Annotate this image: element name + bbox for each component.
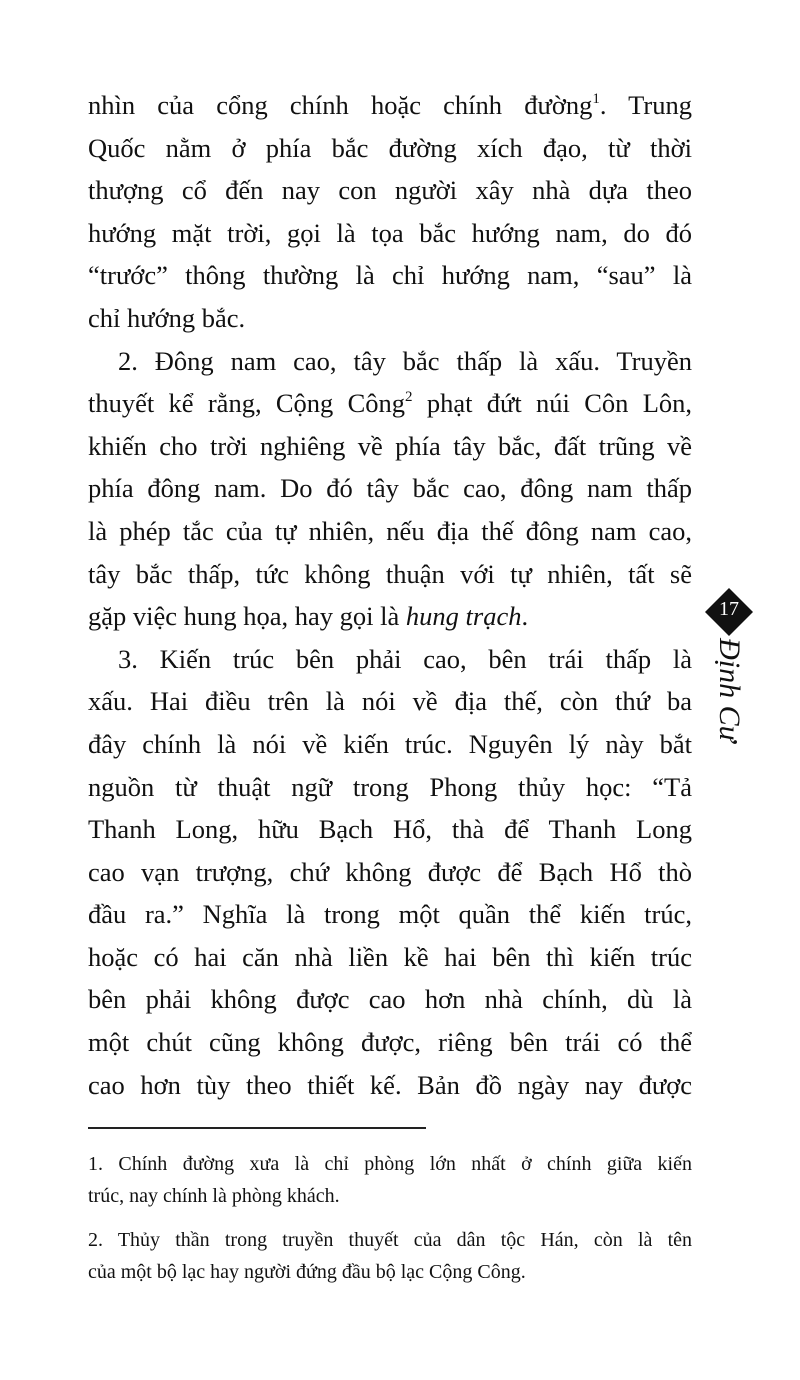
text-line	[88, 382, 692, 425]
text-line	[88, 1021, 692, 1064]
text-segment: nhìn của cổng chính hoặc chính đường	[88, 90, 593, 120]
text-line	[88, 297, 692, 340]
text-segment: xấu. Hai điều trên là nói về địa thế, còn thứ ba	[88, 686, 692, 717]
text-segment: .	[521, 601, 529, 632]
footnote-divider	[88, 1127, 426, 1129]
footnote-line: của một bộ lạc hay người đứng đầu bộ lạc Cộng Công.	[88, 1261, 526, 1283]
text-line	[88, 212, 692, 255]
text-line	[88, 978, 692, 1021]
text-line	[88, 425, 692, 468]
text-line	[88, 723, 692, 766]
text-line	[88, 680, 692, 723]
footnote-reference: 2	[405, 389, 413, 406]
text-line	[88, 1064, 692, 1107]
text-line	[88, 510, 692, 553]
text-line	[88, 936, 692, 979]
text-segment: Quốc nằm ở phía bắc đường xích đạo, từ thời	[88, 132, 692, 163]
text-line	[88, 553, 692, 596]
text-line	[88, 808, 692, 851]
text-segment: cao vạn trượng, chứ không được để Bạch Hổ thò	[88, 856, 692, 887]
text-segment: bên phải không được cao hơn nhà chính, dù là	[88, 984, 692, 1015]
text-segment: hướng mặt trời, gọi là tọa bắc hướng nam, do đó	[88, 217, 692, 248]
text-segment: đây chính là nói về kiến trúc. Nguyên lý này bắt	[88, 728, 692, 759]
text-segment: một chút cũng không được, riêng bên trái có thể	[88, 1027, 692, 1058]
footnote-line: 1. Chính đường xưa là chỉ phòng lớn nhất ở chính giữa kiến	[88, 1153, 692, 1175]
text-line	[88, 467, 692, 510]
page-number: 17	[719, 598, 739, 620]
text-segment: “trước” thông thường là chỉ hướng nam, “sau” là	[88, 260, 692, 291]
text-line	[88, 254, 692, 297]
text-line	[88, 84, 692, 127]
text-segment: chỉ hướng bắc.	[88, 302, 246, 333]
text-segment: Thanh Long, hữu Bạch Hổ, thà để Thanh Long	[88, 814, 692, 845]
text-line	[88, 340, 692, 383]
text-segment: phạt đứt núi Côn Lôn,	[412, 388, 693, 419]
text-line	[88, 127, 692, 170]
footnote-reference: 1	[592, 91, 600, 107]
footnote	[88, 1224, 692, 1288]
text-segment: đầu ra.” Nghĩa là trong một quần thể kiến trúc,	[88, 899, 692, 930]
text-line	[88, 766, 692, 809]
text-line	[88, 851, 692, 894]
text-segment: cao hơn tùy theo thiết kế. Bản đồ ngày nay được	[88, 1069, 692, 1100]
emphasis: hung trạch	[405, 601, 522, 632]
text-segment: . Trung	[599, 90, 692, 120]
chapter-label: Định Cư	[713, 638, 746, 742]
text-line	[88, 893, 692, 936]
text-segment: thuyết kể rằng, Cộng Công	[88, 388, 406, 419]
text-segment: hoặc có hai căn nhà liền kề hai bên thì kiến trúc	[88, 941, 692, 972]
text-segment: gặp việc hung họa, hay gọi là	[88, 601, 406, 632]
text-line	[88, 169, 692, 212]
footnote-line: trúc, nay chính là phòng khách.	[88, 1185, 340, 1207]
text-segment: phía đông nam. Do đó tây bắc cao, đông nam thấp	[88, 473, 692, 504]
page-number-marker	[705, 588, 753, 636]
text-line	[88, 595, 692, 638]
footnotes	[88, 1148, 692, 1300]
text-segment: là phép tắc của tự nhiên, nếu địa thế đông nam cao,	[88, 515, 692, 546]
text-segment: 3. Kiến trúc bên phải cao, bên trái thấp là	[118, 643, 692, 674]
text-segment: 2. Đông nam cao, tây bắc thấp là xấu. Truyền	[118, 345, 692, 376]
text-line	[88, 638, 692, 681]
text-segment: thượng cổ đến nay con người xây nhà dựa theo	[88, 175, 692, 206]
body-text	[88, 84, 692, 1106]
text-segment: nguồn từ thuật ngữ trong Phong thủy học: “Tả	[88, 771, 692, 802]
text-segment: tây bắc thấp, tức không thuận với tự nhiên, tất sẽ	[88, 558, 692, 589]
footnote	[88, 1148, 692, 1212]
text-segment: khiến cho trời nghiêng về phía tây bắc, đất trũng về	[88, 430, 692, 461]
footnote-line: 2. Thủy thần trong truyền thuyết của dân tộc Hán, còn là tên	[88, 1229, 692, 1251]
